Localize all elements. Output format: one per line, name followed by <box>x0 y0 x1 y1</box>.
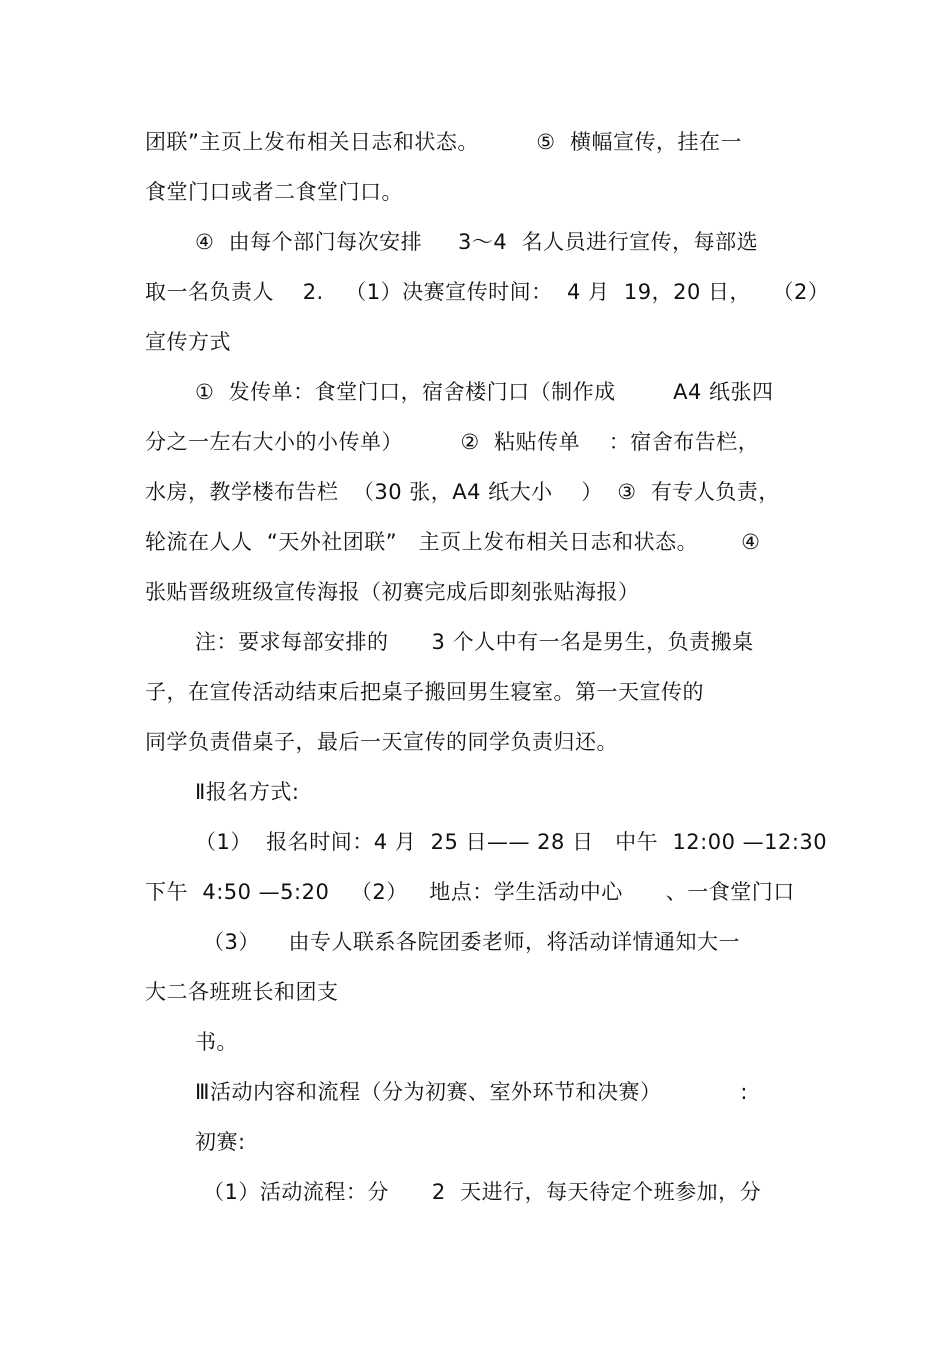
text-line-17: （3） 由专人联系各院团委老师，将活动详情通知大一 <box>203 930 741 954</box>
text-line-2: 食堂门口或者二食堂门口。 <box>145 180 403 204</box>
subheading-preliminary: 初赛: <box>195 1130 246 1154</box>
text-line-15: （1） 报名时间：4 月 25 日—— 28 日 中午 12:00 —12:30 <box>195 830 828 854</box>
text-line-13: 同学负责借桌子，最后一天宣传的同学负责归还。 <box>145 730 618 754</box>
text-line-6: ① 发传单：食堂门口，宿舍楼门口（制作成 A4 纸张四 <box>195 380 774 404</box>
text-line-19: 书。 <box>195 1030 238 1054</box>
text-line-12: 子，在宣传活动结束后把桌子搬回男生寝室。第一天宣传的 <box>145 680 704 704</box>
text-line-11: 注：要求每部安排的 3 个人中有一名是男生，负责搬桌 <box>195 630 754 654</box>
text-line-18: 大二各班班长和团支 <box>145 980 339 1004</box>
text-line-1: 团联”主页上发布相关日志和状态。 ⑤ 横幅宣传，挂在一 <box>145 130 742 154</box>
text-line-5: 宣传方式 <box>145 330 231 354</box>
text-line-7: 分之一左右大小的小传单） ② 粘贴传单 ：宿舍布告栏， <box>145 430 760 454</box>
text-line-3: ④ 由每个部门每次安排 3～4 名人员进行宣传，每部选 <box>195 230 759 254</box>
section-heading-registration: Ⅱ报名方式: <box>195 780 300 804</box>
text-line-16: 下午 4:50 —5:20 （2） 地点：学生活动中心 、一食堂门口 <box>145 880 795 904</box>
section-heading-activity: Ⅲ活动内容和流程（分为初赛、室外环节和决赛） : <box>195 1080 748 1104</box>
text-line-8: 水房，教学楼布告栏 （30 张，A4 纸大小 ） ③ 有专人负责， <box>145 480 780 504</box>
text-line-9: 轮流在人人 “天外社团联” 主页上发布相关日志和状态。 ④ <box>145 530 761 554</box>
text-line-10: 张贴晋级班级宣传海报（初赛完成后即刻张贴海报） <box>145 580 640 604</box>
text-line-22: （1）活动流程：分 2 天进行，每天待定个班参加，分 <box>203 1180 762 1204</box>
text-line-4: 取一名负责人 2. （1）决赛宣传时间： 4 月 19，20 日， （2） <box>145 280 830 304</box>
